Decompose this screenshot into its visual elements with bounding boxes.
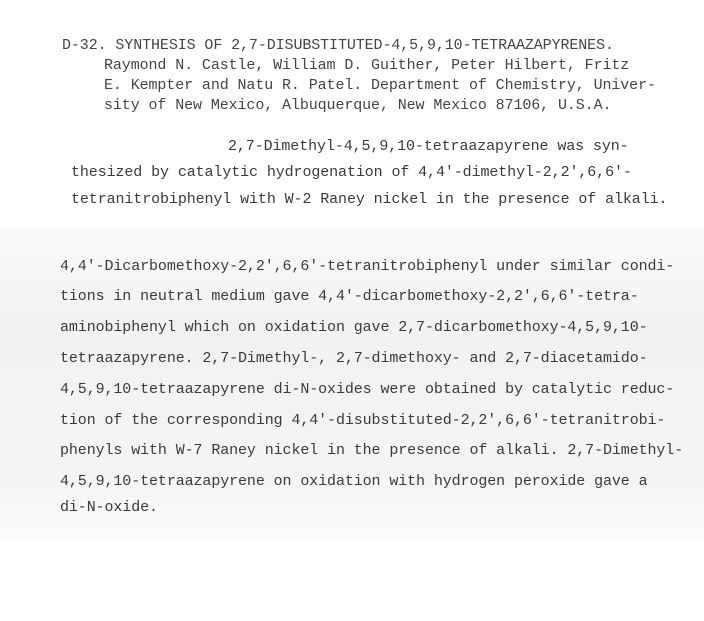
paragraph-line: tions in neutral medium gave 4,4'-dicarbomethoxy-2,2',6,6'-tetra- [60,288,639,305]
authors-line: Raymond N. Castle, William D. Guither, Peter Hilbert, Fritz [104,57,630,74]
paragraph-line: di-N-oxide. [60,499,158,516]
affiliation-line: E. Kempter and Natu R. Patel. Department of Chemistry, Univer- [104,77,656,94]
affiliation-line: sity of New Mexico, Albuquerque, New Mexico 87106, U.S.A. [104,97,612,114]
paragraph-line: 4,5,9,10-tetraazapyrene on oxidation with hydrogen peroxide gave a [60,473,648,490]
paragraph-line: aminobiphenyl which on oxidation gave 2,7-dicarbomethoxy-4,5,9,10- [60,319,648,336]
paragraph-line: thesized by catalytic hydrogenation of 4,4'-dimethyl-2,2',6,6'- [71,164,632,181]
paragraph-line: tetraazapyrene. 2,7-Dimethyl-, 2,7-dimethoxy- and 2,7-diacetamido- [60,350,648,367]
paragraph-line: 4,5,9,10-tetraazapyrene di-N-oxides were obtained by catalytic reduc- [60,381,675,398]
paragraph-line: 4,4'-Dicarbomethoxy-2,2',6,6'-tetranitrobiphenyl under similar condi- [60,258,675,275]
paragraph-line: phenyls with W-7 Raney nickel in the presence of alkali. 2,7-Dimethyl- [60,442,684,459]
paragraph-line: 2,7-Dimethyl-4,5,9,10-tetraazapyrene was syn- [228,138,629,155]
paragraph-line: tetranitrobiphenyl with W-2 Raney nickel in the presence of alkali. [71,191,668,208]
paragraph-line: tion of the corresponding 4,4'-disubstituted-2,2',6,6'-tetranitrobi- [60,412,666,429]
abstract-title: D-32. SYNTHESIS OF 2,7-DISUBSTITUTED-4,5,9,10-TETRAAZAPYRENES. [62,37,614,54]
